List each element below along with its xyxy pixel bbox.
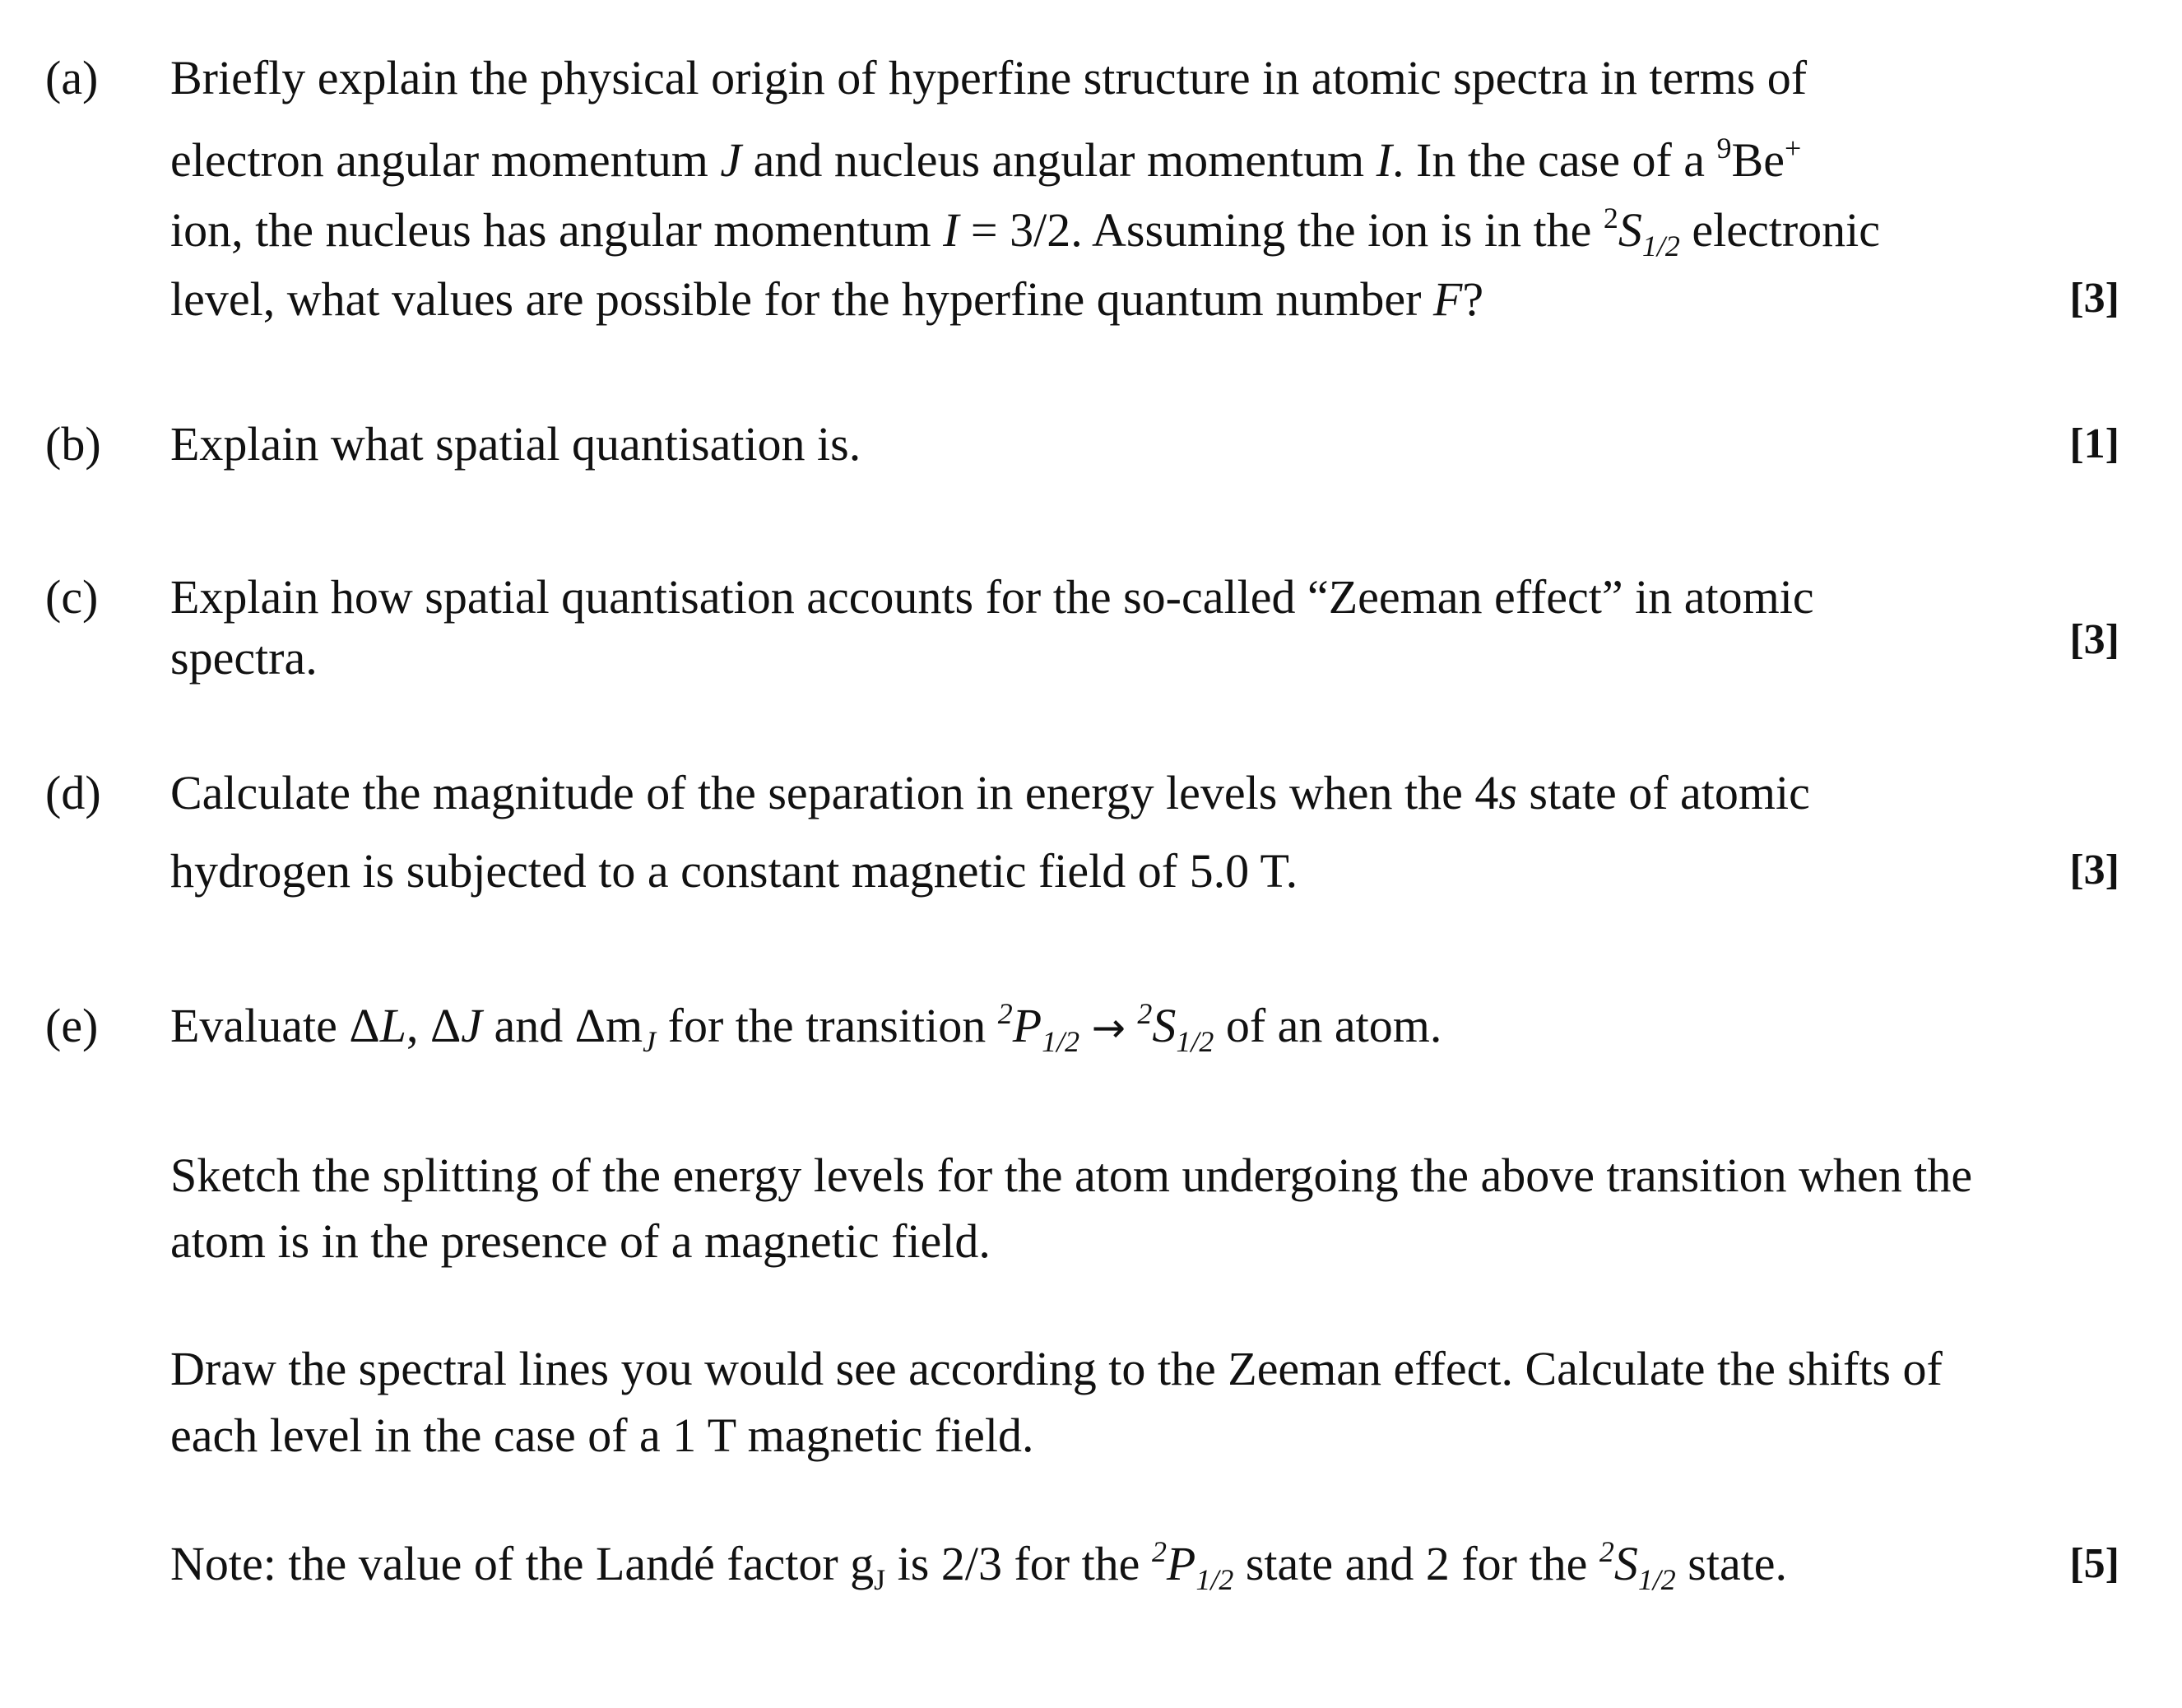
question-d-label: (d): [45, 766, 101, 819]
question-d-marks: [3]: [2069, 847, 2119, 893]
question-a-marks: [3]: [2069, 275, 2119, 322]
question-a-line-3: ion, the nucleus has angular momentum I = 3/2. Assuming the ion is in the $^2$S1/2 electronic: [170, 201, 1880, 262]
question-b-label: (b): [45, 417, 101, 471]
question-c-label: (c): [45, 570, 99, 624]
transition-arrow-icon: →: [1091, 1004, 1126, 1051]
question-e-note: Note: the value of the Landé factor gJ is 2/3 for the $^2$P1/2 state and 2 for the $^2$S1/2 state.: [170, 1534, 1788, 1596]
question-c-line-1: Explain how spatial quantisation accounts for the so-called “Zeeman effect” in atomic: [170, 570, 1814, 624]
question-a-line-1: Briefly explain the physical origin of hyperfine structure in atomic spectra in terms of: [170, 51, 1808, 104]
question-a-line-2: electron angular momentum J and nucleus angular momentum I. In the case of a $^9$Be+: [170, 131, 1802, 187]
question-e-marks: [5]: [2069, 1540, 2119, 1587]
question-e-sketch-line-2: atom is in the presence of a magnetic field.: [170, 1214, 991, 1268]
question-b-marks: [1]: [2069, 420, 2119, 467]
question-b-line-1: Explain what spatial quantisation is.: [170, 417, 861, 471]
question-e-draw-line-1: Draw the spectral lines you would see according to the Zeeman effect. Calculate the shifts of: [170, 1342, 1943, 1395]
question-a-label: (a): [45, 51, 99, 104]
question-d-line-1: Calculate the magnitude of the separation in energy levels when the 4s state of atomic: [170, 766, 1810, 819]
question-a-line-4: level, what values are possible for the hyperfine quantum number F?: [170, 272, 1484, 326]
question-e-draw-line-2: each level in the case of a 1 T magnetic field.: [170, 1409, 1034, 1462]
question-c-marks: [3]: [2069, 616, 2119, 663]
question-c-line-2: spectra.: [170, 631, 318, 685]
question-d-line-2: hydrogen is subjected to a constant magnetic field of 5.0 T.: [170, 844, 1298, 898]
question-e-sketch-line-1: Sketch the splitting of the energy levels for the atom undergoing the above transition when the: [170, 1149, 1973, 1202]
question-e-line-1: Evaluate ΔL, ΔJ and ΔmJ for the transition $^2$P1/2 → $^2$S1/2 of an atom.: [170, 996, 1442, 1058]
question-e-label: (e): [45, 999, 99, 1052]
